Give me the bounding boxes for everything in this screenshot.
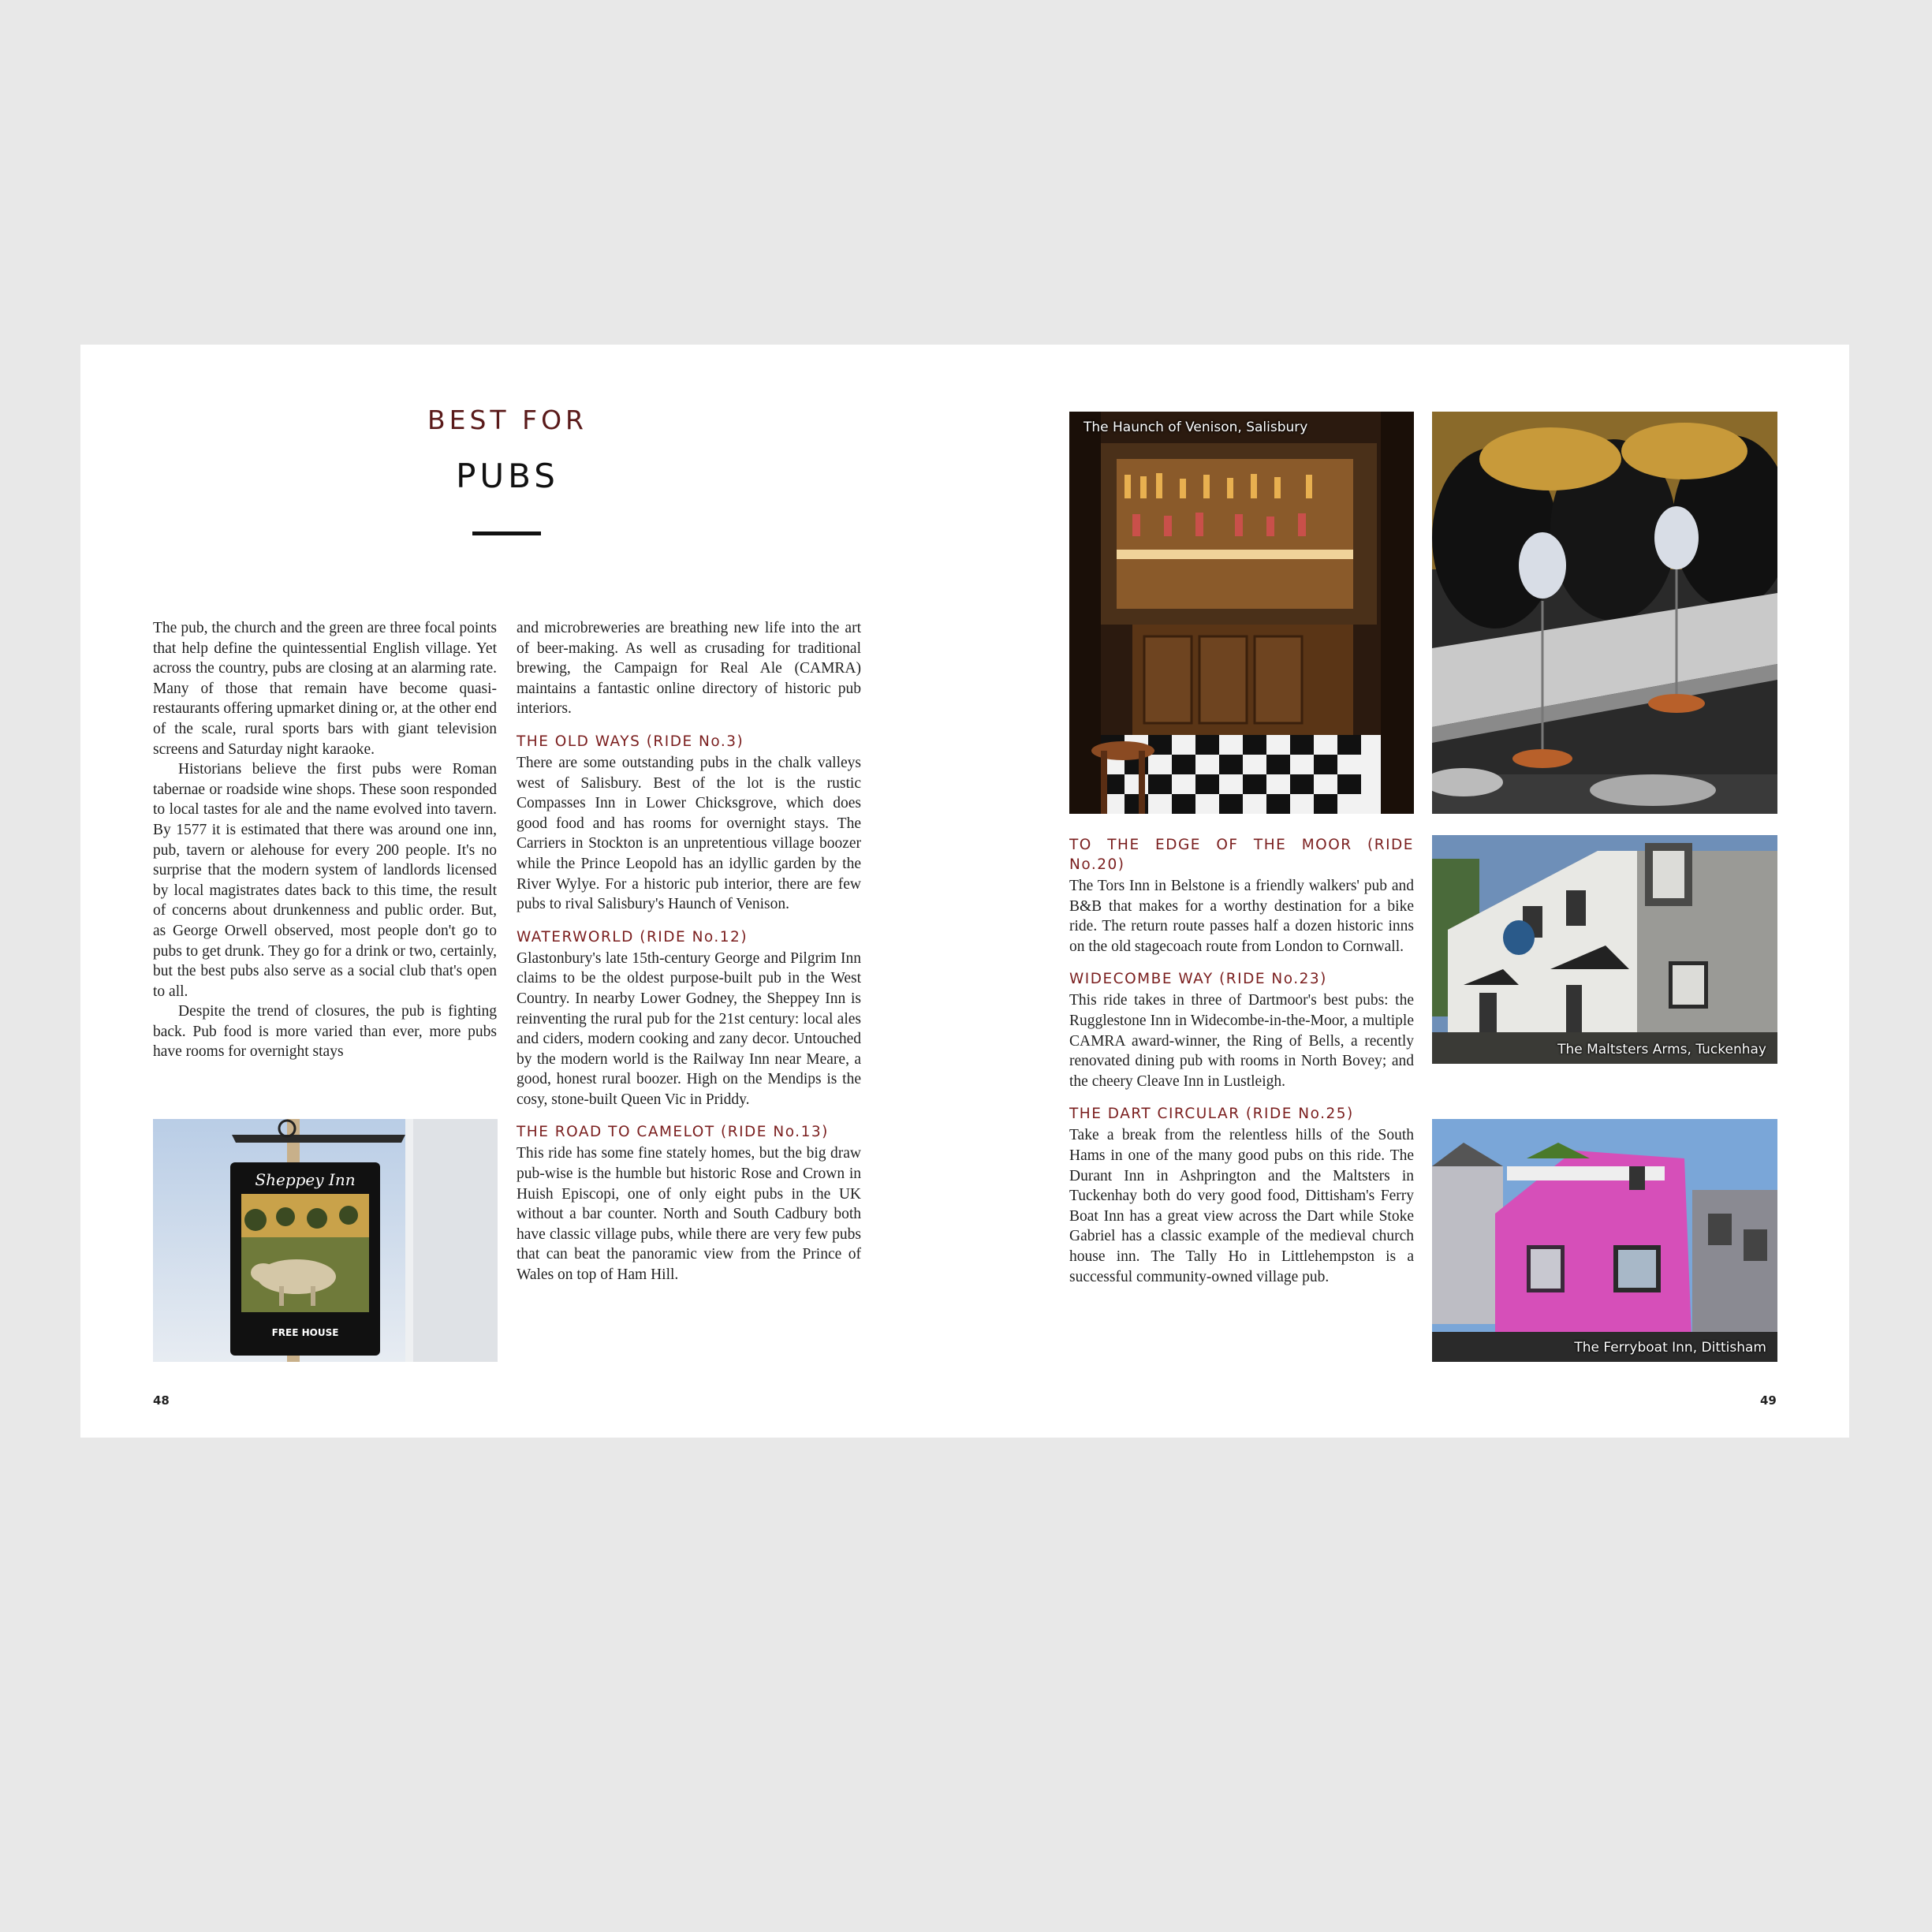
title-rule [472,531,541,535]
col2-intro: and microbreweries are breathing new life into the art of beer-making. As well as crusading for traditional brewing, the Campaign for Real Ale (CAMRA) maintains a fantastic online directory of historic pub interiors. [517,620,861,718]
page-title: PUBS [456,457,559,495]
section-text-dart: Take a break from the relentless hills of the South Hams in one of the many good pubs on this ride. The Durant Inn in Ashprington and the Maltsters in Tuckenhay both do very good food, Dittisham's Ferry Boat Inn has a great view across the Dart while Stoke Gabriel has a classic example of the medieval church house inn. The Tally Ho in Littlehempston is a successful community-owned village pub. [1069,1127,1414,1285]
section-text-camelot: This ride has some fine stately homes, but the big draw pub-wise is the humble but historic Rose and Crown in Huish Episcopi, one of only eight pubs in the UK without a bar counter. North and South Cadbury both have classic village pubs, while there are very few pubs that can beat the panoramic view from the Prince of Wales on top of Ham Hill. [517,1145,861,1284]
caption-ferryboat: The Ferryboat Inn, Dittisham [1574,1340,1766,1356]
haunch-of-venison-photo [1069,412,1414,814]
column-1 [153,618,497,1099]
column-3 [1069,835,1414,1419]
section-text-edge-of-moor: The Tors Inn in Belstone is a friendly walkers' pub and B&B that makes for a worthy destination for a bike ride. The return route passes half a dozen historic inns on the old stagecoach route from London to Cornwall. [1069,878,1414,955]
intro-paragraph-1: The pub, the church and the green are three focal points that help define the quintessential English village. Yet across the country, pubs are closing at an alarming rate. Many of those that remain have become quasi-restaurants offering upmarket dining or, at the other end of the scale, rural sports bars with giant television screens and Saturday night karaoke. [153,620,497,758]
section-heading-edge-of-moor: TO THE EDGE OF THE MOOR (RIDE No.20) [1069,837,1414,873]
folio-left: 48 [153,1393,170,1408]
section-text-widecombe: This ride takes in three of Dartmoor's best pubs: the Rugglestone Inn in Widecombe-in-the-Moor, a multiple CAMRA award-winner, the Ring of Bells, a recently renovated dining pub with rooms in North Bovey; and the cheery Cleave Inn in Lustleigh. [1069,992,1414,1090]
section-text-waterworld: Glastonbury's late 15th-century George and Pilgrim Inn claims to be the oldest purpose-built pub in the West Country. In nearby Lower Godney, the Sheppey Inn is reinventing the rural pub for the 21st century: local ales and ciders, modern cooking and zany decor. Untouched by the modern world is the Railway Inn near Meare, a good, honest rural boozer. High on the Mendips is the cosy, stone-built Queen Vic in Priddy. [517,949,861,1108]
book-spread [80,345,1849,1438]
caption-haunch: The Haunch of Venison, Salisbury [1083,420,1308,435]
maltsters-arms-photo [1432,835,1777,1064]
section-heading-widecombe: WIDECOMBE WAY (RIDE No.23) [1069,971,1327,988]
sign-free-house: FREE HOUSE [271,1327,339,1338]
caption-maltsters: The Maltsters Arms, Tuckenhay [1557,1042,1766,1057]
pub-sign-photo [153,1119,498,1362]
section-heading-old-ways: THE OLD WAYS (RIDE No.3) [517,733,744,750]
ferryboat-inn-photo [1432,1119,1777,1362]
section-heading-waterworld: WATERWORLD (RIDE No.12) [517,928,748,945]
section-heading-camelot: THE ROAD TO CAMELOT (RIDE No.13) [517,1124,829,1141]
folio-right: 49 [1760,1393,1777,1408]
section-text-old-ways: There are some outstanding pubs in the chalk valleys west of Salisbury. Best of the lot is the rustic Compasses Inn in Lower Chicksgrove, which does good food and has rooms for overnight stays. The Carriers in Stockton is an unpretentious village boozer while the Prince Leopold has an idyllic garden by the River Wylye. For a historic pub interior, there are few pubs to rival Salisbury's Haunch of Venison. [517,754,861,913]
intro-paragraph-3: Despite the trend of closures, the pub is fighting back. Pub food is more varied than ever, more pubs have rooms for overnight stays [153,1003,497,1061]
intro-paragraph-2: Historians believe the first pubs were Roman tabernae or roadside wine shops. These soon responded to local tastes for ale and the name evolved into tavern. By 1577 it is estimated that there was around one inn, pub, tavern or alehouse for every 200 people. It's no surprise that the modern system of landlords licensed by local magistrates dates back to this time, the result of concerns about drunkenness and public order. But, as George Orwell observed, most people don't go to pubs to get drunk. They go for a drink or two, certainly, but the best pubs also serve as a social club that's open to all. [153,761,497,1000]
beer-casks-photo [1432,412,1777,814]
column-2 [517,618,861,1407]
sign-inn-name: Sheppey Inn [255,1170,356,1189]
section-heading-dart: THE DART CIRCULAR (RIDE No.25) [1069,1106,1354,1123]
kicker-best-for: BEST FOR [427,405,587,435]
